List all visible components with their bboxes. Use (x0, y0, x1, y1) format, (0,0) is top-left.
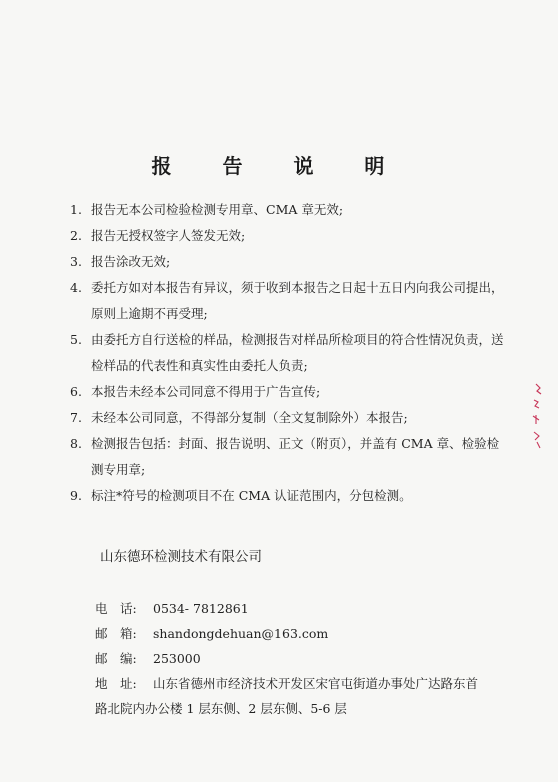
item-text: 委托方如对本报告有异议，须于收到本报告之日起十五日内向我公司提出，原则上逾期不再受理; (91, 280, 504, 321)
list-item (70, 249, 510, 275)
item-text: 由委托方自行送检的样品，检测报告对样品所检项目的符合性情况负责，送检样品的代表性和真实性由委托人负责; (91, 332, 504, 373)
item-text: 报告无本公司检验检测专用章、CMA 章无效; (91, 202, 344, 217)
list-item (70, 483, 510, 509)
list-item (70, 327, 510, 379)
item-text: 报告涂改无效; (91, 254, 171, 269)
address-label: 地 址: (95, 676, 137, 691)
page-title: 报 告 说 明 (151, 154, 407, 178)
list-item (70, 275, 510, 327)
item-number: 7. (70, 410, 82, 425)
email-label: 邮 箱: (95, 626, 137, 641)
list-item (70, 379, 510, 405)
phone-label: 电 话: (95, 601, 137, 616)
list-item (70, 431, 510, 483)
item-number: 8. (70, 436, 82, 451)
item-number: 3. (70, 254, 82, 269)
item-number: 6. (70, 384, 82, 399)
item-text: 检测报告包括：封面、报告说明、正文（附页），并盖有 CMA 章、检验检测专用章; (91, 436, 500, 477)
postal-row (95, 646, 515, 671)
seal-stamp-fragment (528, 382, 544, 452)
item-text: 标注*符号的检测项目不在 CMA 认证范围内，分包检测。 (91, 488, 412, 503)
item-number: 1. (70, 202, 82, 217)
list-item (70, 405, 510, 431)
notes-list (70, 197, 510, 509)
postal-label: 邮 编: (95, 651, 137, 666)
contact-block (95, 596, 515, 721)
list-item (70, 197, 510, 223)
list-item (70, 223, 510, 249)
item-text: 报告无授权签字人签发无效; (91, 228, 246, 243)
item-text: 本报告未经本公司同意不得用于广告宣传; (91, 384, 321, 399)
item-number: 5. (70, 332, 82, 347)
address-row (95, 671, 515, 696)
phone-value: 0534- 7812861 (153, 601, 249, 616)
address-line-2: 路北院内办公楼 1 层东侧、2 层东侧、5-6 层 (95, 701, 347, 716)
email-row (95, 621, 515, 646)
email-value: shandongdehuan@163.com (153, 626, 329, 641)
item-text: 未经本公司同意，不得部分复制（全文复制除外）本报告; (91, 410, 408, 425)
item-number: 4. (70, 280, 82, 295)
item-number: 9. (70, 488, 82, 503)
postal-value: 253000 (153, 651, 201, 666)
company-name: 山东德环检测技术有限公司 (100, 549, 262, 565)
address-line-1: 山东省德州市经济技术开发区宋官屯街道办事处广达路东首 (153, 676, 479, 691)
item-number: 2. (70, 228, 82, 243)
address-continuation-row (95, 696, 515, 721)
phone-row (95, 596, 515, 621)
